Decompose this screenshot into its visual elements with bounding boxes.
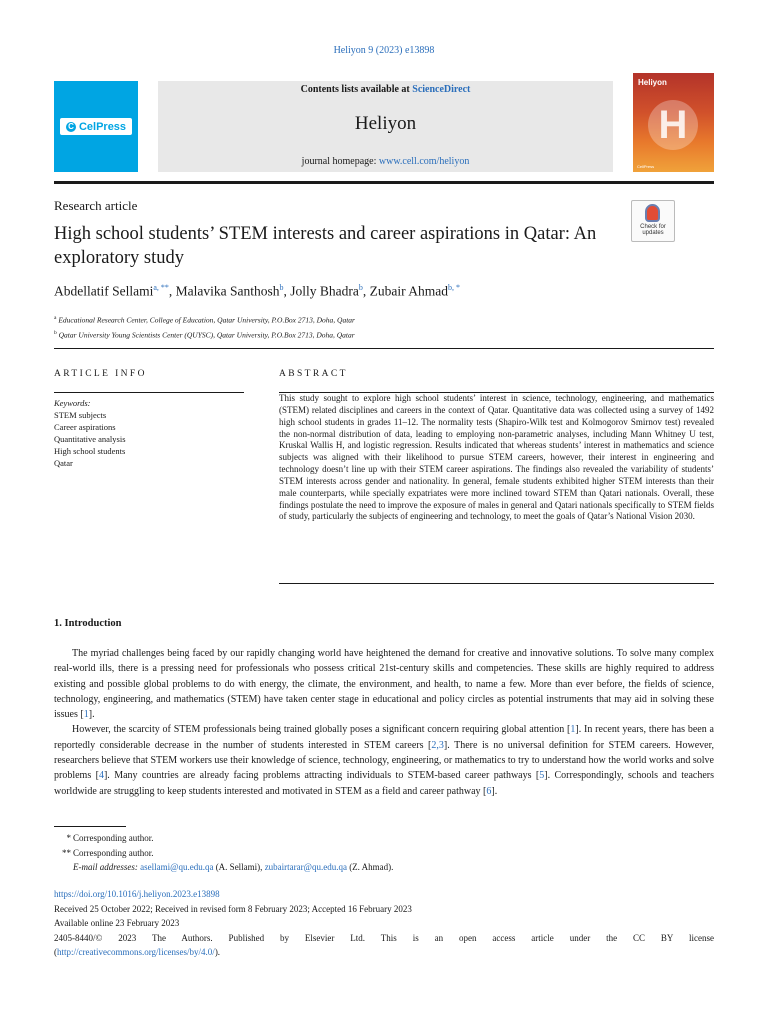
author-affiliation-mark[interactable]: b xyxy=(358,283,363,292)
introduction-body xyxy=(54,646,714,799)
license-url-line: (http://creativecommons.org/licenses/by/4.0/). xyxy=(54,947,221,957)
footnote-item: ** Corresponding author. xyxy=(62,847,154,858)
license-statement: 2405-8440/© 2023 The Authors. Published by Elsevier Ltd. This is an open access article under the CC BY license xyxy=(54,932,714,943)
affiliation-item: $^b$ Qatar University Young Scientists Center (QUYSC), Qatar University, P.O.Box 2713, Doha, Qatar xyxy=(54,329,355,339)
reference-link[interactable]: 5 xyxy=(539,770,545,782)
author-list: Abdellatif Sellami$^{a, **}$, Malavika Santhosh$^b$, Jolly Bhadra$^b$, Zubair Ahmad$^{b, *}$ xyxy=(54,283,461,299)
cover-title: Heliyon xyxy=(638,78,667,87)
sciencedirect-link[interactable]: ScienceDirect xyxy=(412,84,471,95)
reference-link[interactable]: 1 xyxy=(83,709,89,721)
journal-title: Heliyon xyxy=(354,113,417,134)
keyword-item: Qatar xyxy=(54,458,73,468)
footnote-rule xyxy=(54,826,126,827)
contents-line: Contents lists available at ScienceDirect xyxy=(300,84,471,95)
footnotes xyxy=(54,831,393,875)
journal-cover-image[interactable] xyxy=(633,73,714,172)
article-info-rule xyxy=(54,392,244,393)
received-dates: Received 25 October 2022; Received in revised form 8 February 2023; Accepted 16 February 2023 xyxy=(54,903,412,914)
author-name: Malavika Santhosh xyxy=(175,283,280,299)
article-info-heading: ARTICLE INFO xyxy=(54,369,147,379)
section-rule xyxy=(54,348,714,349)
journal-homepage-link[interactable]: www.cell.com/heliyon xyxy=(378,156,470,167)
author-name: Abdellatif Sellami xyxy=(54,283,154,299)
affiliations xyxy=(54,312,355,341)
doi-link[interactable]: https://doi.org/10.1016/j.heliyon.2023.e13898 xyxy=(54,889,220,899)
introduction-heading: 1. Introduction xyxy=(54,618,122,629)
cover-footer: CellPress xyxy=(637,164,655,169)
email-link[interactable]: asellami@qu.edu.qa xyxy=(140,862,214,872)
journal-citation[interactable] xyxy=(0,45,768,56)
check-for-updates-button[interactable] xyxy=(631,200,675,242)
homepage-line: journal homepage: www.cell.com/heliyon xyxy=(301,156,470,167)
bookmark-icon xyxy=(645,204,660,222)
keyword-item: STEM subjects xyxy=(54,410,107,420)
abstract-text: This study sought to explore high school students’ interest in science, technology, engineering, and mathematics (STEM) related disciplines and careers in the context of Qatar. Quantitative data was collected using a survey of 1492 high school students in grades 11–12. The normality tests (Shapiro-Wilk test and Kolmogorov Smirnov test) revealed the non-normal distribution of data, leading to employing non-parametric analyses, including Mann Whitney U test, Kruskal Wallis H, and logistic regression. Results indicated that whereas students’ interest in mathematics and science subjects was aligned with their likelihood to pursue STEM careers, however, their interest in engineering and technology doesn’t line up with their STEM career aspirations. The findings also revealed the variability of students’ STEM interests across gender and nationality. In general, female students exhibited higher STEM interests than their male counterparts, while specially expatriates were more inclined toward STEM than Qatari nationals. Overall, these findings postulate the need to improve the exposure of males in general and Qatari nationals specifically to STEM fields of study, particularly the subjects of engineering and technology, to meet the goals of Qatar’s National Vision 2030. xyxy=(279,393,714,522)
reference-link[interactable]: 2,3 xyxy=(431,739,444,751)
author-name: Jolly Bhadra xyxy=(290,283,359,299)
paragraph: The myriad challenges being faced by our rapidly changing world have heightened the demand for creative and innovative solutions. To solve many complex real-world ills, there is a pressing need for professionals who possess critical 21st-century skills and competencies. These skills are highly required to address existing and possible global problems to do with energy, the climate, the environment, and health, to name a few. More than ever before, the fields of science, technology, engineering, and mathematics (STEM) have taken center stage in educational and policy circles as potential instruments that may aid in solving these issues [1]. xyxy=(54,648,714,721)
cellpress-badge xyxy=(60,118,132,135)
keyword-item: Career aspirations xyxy=(54,422,116,432)
check-updates-label: Check for updates xyxy=(640,224,666,236)
author-affiliation-mark[interactable]: b xyxy=(279,283,284,292)
author-affiliation-mark[interactable]: a, ** xyxy=(153,283,169,292)
citation-link[interactable]: Heliyon 9 (2023) e13898 xyxy=(333,45,435,56)
keywords-list xyxy=(54,397,126,469)
header-rule xyxy=(54,181,714,184)
license-link[interactable]: http://creativecommons.org/licenses/by/4.0/ xyxy=(57,947,215,957)
email-link[interactable]: zubairtarar@qu.edu.qa xyxy=(264,862,347,872)
keywords-label: Keywords: xyxy=(54,398,91,408)
paragraph: However, the scarcity of STEM professionals being trained globally poses a significant concern requiring global attention [1]. In recent years, there has been a reportedly considerable decrease in the number of students interested in STEM careers [2,3]. There is no universal definition for STEM careers. However, researchers believe that STEM workers use their knowledge of science, technology, engineering, or mathematics to try to understand how the world works and solve problems [4]. Many countries are already facing problems attracting individuals to STEM-based career pathways [5]. Correspondingly, schools and teachers worldwide are struggling to keep students interested and motivated in STEM as a field and career pathway [6]. xyxy=(54,724,715,797)
cellpress-mark-icon: C xyxy=(66,122,76,132)
cellpress-logo-text: CelPress xyxy=(78,120,127,133)
article-title: High school students’ STEM interests and career aspirations in Qatar: An exploratory study xyxy=(54,224,597,268)
author-name: Zubair Ahmad xyxy=(369,283,449,299)
article-type: Research article xyxy=(54,198,138,213)
publication-info xyxy=(54,887,714,960)
email-footnote: E-mail addresses: asellami@qu.edu.qa (A. Sellami), zubairtarar@qu.edu.qa (Z. Ahmad). xyxy=(73,862,394,872)
footnote-item: * Corresponding author. xyxy=(66,833,154,843)
keyword-item: Quantitative analysis xyxy=(54,434,126,444)
affiliation-item: $^a$ Educational Research Center, College of Education, Qatar University, P.O.Box 2713, Doha, Qatar xyxy=(54,315,355,325)
journal-header-box xyxy=(158,81,613,172)
keyword-item: High school students xyxy=(54,446,126,456)
reference-link[interactable]: 4 xyxy=(98,770,104,782)
available-online: Available online 23 February 2023 xyxy=(54,918,180,928)
author-affiliation-mark[interactable]: b, * xyxy=(448,283,461,292)
abstract-bottom-rule xyxy=(279,583,714,584)
cellpress-logo[interactable] xyxy=(54,81,138,172)
reference-link[interactable]: 1 xyxy=(570,724,576,736)
cover-h-logo-icon: H xyxy=(648,100,698,150)
reference-link[interactable]: 6 xyxy=(486,785,492,797)
abstract-heading: ABSTRACT xyxy=(279,369,348,379)
